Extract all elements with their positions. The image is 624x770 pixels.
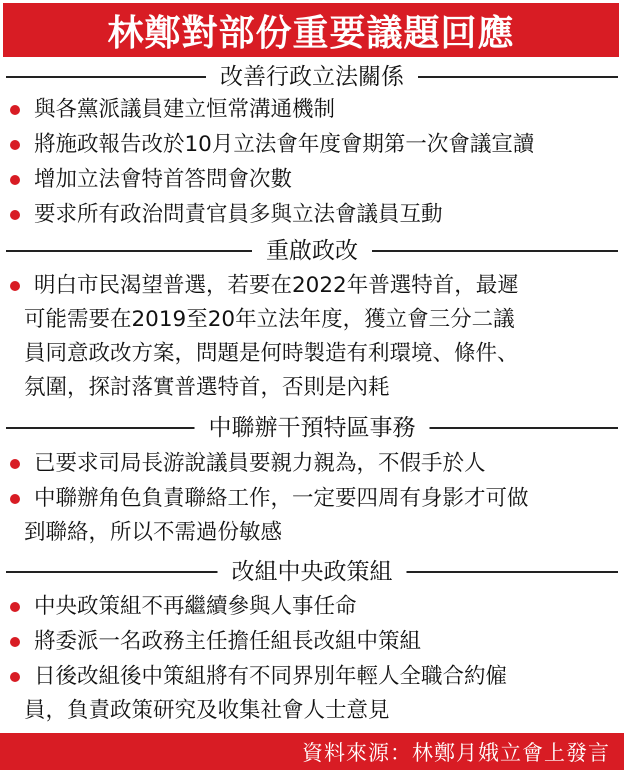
bullet-dot-icon xyxy=(10,637,20,647)
bullet-dot-icon xyxy=(10,210,20,220)
page-title: 林鄭對部份重要議題回應 xyxy=(107,12,515,54)
list-item-text-line: 明白市民渴望普選，若要在2022年普選特首，最遲 xyxy=(34,273,519,298)
section-header-liaison-office xyxy=(0,413,624,443)
title-bar xyxy=(3,3,619,57)
bullet-dot-icon xyxy=(10,602,20,612)
bullet-dot-icon xyxy=(10,281,20,291)
section-header-legislative-relations xyxy=(0,62,624,92)
bullet-dot-icon xyxy=(10,494,20,504)
section-heading: 改組中央政策組 xyxy=(218,557,407,587)
list-item-text: 增加立法會特首答問會次數 xyxy=(34,167,293,192)
list-item-text: 與各黨派議員建立恒常溝通機制 xyxy=(34,97,336,122)
section-heading: 重啟政改 xyxy=(252,236,372,266)
list-item-text: 將委派一名政務主任擔任組長改組中策組 xyxy=(34,629,422,654)
list-item xyxy=(10,270,616,404)
list-item-text-line: 氛圍，探討落實普選特首，否則是內耗 xyxy=(24,375,390,400)
bullet-dot-icon xyxy=(10,140,20,150)
bullet-dot-icon xyxy=(10,672,20,682)
list-item-text: 中央政策組不再繼續參與人事任命 xyxy=(34,594,357,619)
list-item-text-line: 員同意政改方案，問題是何時製造有利環境、條件、 xyxy=(24,341,519,366)
list-item-text: 要求所有政治問責官員多與立法會議員互動 xyxy=(34,202,443,227)
list-item-text-line: 中聯辦角色負責聯絡工作，一定要四周有身影才可做 xyxy=(34,486,529,511)
source-credit: 資料來源：林鄭月娥立會上發言 xyxy=(302,740,610,765)
section-header-central-policy-unit xyxy=(0,557,624,587)
bullet-dot-icon xyxy=(10,459,20,469)
list-item-text: 將施政報告改於10月立法會年度會期第一次會議宣讀 xyxy=(34,132,535,157)
bullet-dot-icon xyxy=(10,105,20,115)
list-item-text: 已要求司局長游說議員要親力親為，不假手於人 xyxy=(34,451,486,476)
list-item xyxy=(10,94,616,126)
list-item xyxy=(10,164,616,196)
section-heading: 改善行政立法關係 xyxy=(206,62,418,92)
section-header-political-reform xyxy=(0,236,624,266)
list-item xyxy=(10,626,616,658)
list-item xyxy=(10,483,616,549)
list-item xyxy=(10,661,616,727)
list-item xyxy=(10,129,616,161)
list-item-text-line: 到聯絡，所以不需過份敏感 xyxy=(24,520,283,545)
list-item xyxy=(10,591,616,623)
list-item xyxy=(10,448,616,480)
list-item-text-line: 可能需要在2019至20年立法年度，獲立會三分二議 xyxy=(24,307,515,332)
list-item-text-line: 日後改組後中策組將有不同界別年輕人全職合約僱 xyxy=(34,664,508,689)
list-item xyxy=(10,199,616,231)
list-item-text-line: 員，負責政策研究及收集社會人士意見 xyxy=(24,698,390,723)
bullet-dot-icon xyxy=(10,175,20,185)
section-heading: 中聯辦干預特區事務 xyxy=(195,413,430,443)
footer-bar xyxy=(0,733,624,770)
